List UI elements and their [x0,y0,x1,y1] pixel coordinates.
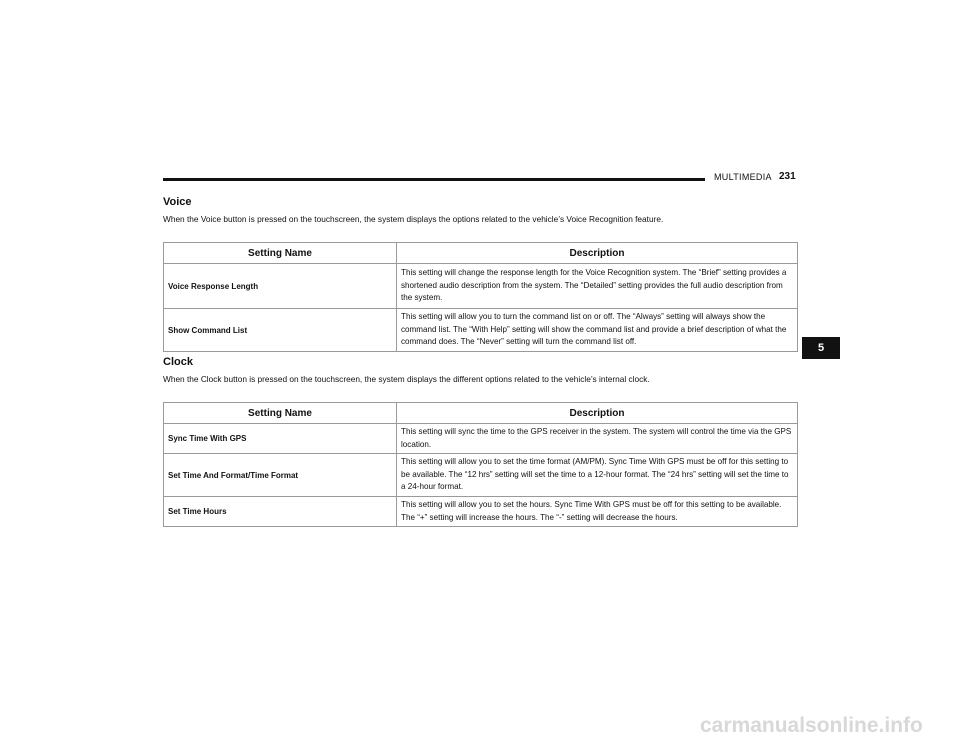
clock-title: Clock [163,356,193,368]
clock-intro: When the Clock button is pressed on the touchscreen, the system displays the different options related to the vehicle’s internal clock. [163,374,650,384]
column-header-description: Description [397,403,798,424]
table-row [164,424,798,454]
setting-name-cell: Set Time And Format/Time Format [164,454,397,497]
watermark-logo [700,712,955,738]
setting-name-cell: Set Time Hours [164,497,397,527]
table-row [164,497,798,527]
clock-settings-table [163,402,798,527]
table-row [164,454,798,497]
page-number: 231 [779,171,796,182]
setting-description-cell: This setting will sync the time to the GPS receiver in the system. The system will control the time via the GPS location. [397,424,798,454]
setting-name-cell: Voice Response Length [164,264,397,309]
watermark-text: carmanualsonline.info [700,714,923,737]
running-header-section: MULTIMEDIA [714,172,772,182]
voice-intro: When the Voice button is pressed on the touchscreen, the system displays the options related to the vehicle’s Voice Recognition feature. [163,214,664,224]
table-header-row [164,403,798,424]
setting-description-cell: This setting will change the response length for the Voice Recognition system. The “Brief” setting provides a shortened audio description from the system. The “Detailed” setting provides the full audio description from the system. [397,264,798,309]
table-row [164,264,798,309]
header-rule [163,178,705,181]
chapter-tab: 5 [802,337,840,359]
setting-description-cell: This setting will allow you to set the hours. Sync Time With GPS must be off for this setting to be available. The “+” setting will increase the hours. The “-” setting will decrease the hours. [397,497,798,527]
column-header-setting-name: Setting Name [164,243,397,264]
voice-settings-table [163,242,798,352]
voice-section [163,195,798,352]
column-header-description: Description [397,243,798,264]
table-row [164,309,798,352]
table-header-row [164,243,798,264]
setting-description-cell: This setting will allow you to set the time format (AM/PM). Sync Time With GPS must be off for this setting to be available. The “12 hrs” setting will set the time to a 12-hour format. The “24 hrs” setting will set the time to a 24-hour format. [397,454,798,497]
setting-description-cell: This setting will allow you to turn the command list on or off. The “Always” setting will always show the command list. The “With Help” setting will show the command list and provide a brief description of what the command does. The “Never” setting will turn the command list off. [397,309,798,352]
voice-title: Voice [163,196,192,208]
setting-name-cell: Sync Time With GPS [164,424,397,454]
clock-section [163,355,798,527]
setting-name-cell: Show Command List [164,309,397,352]
column-header-setting-name: Setting Name [164,403,397,424]
